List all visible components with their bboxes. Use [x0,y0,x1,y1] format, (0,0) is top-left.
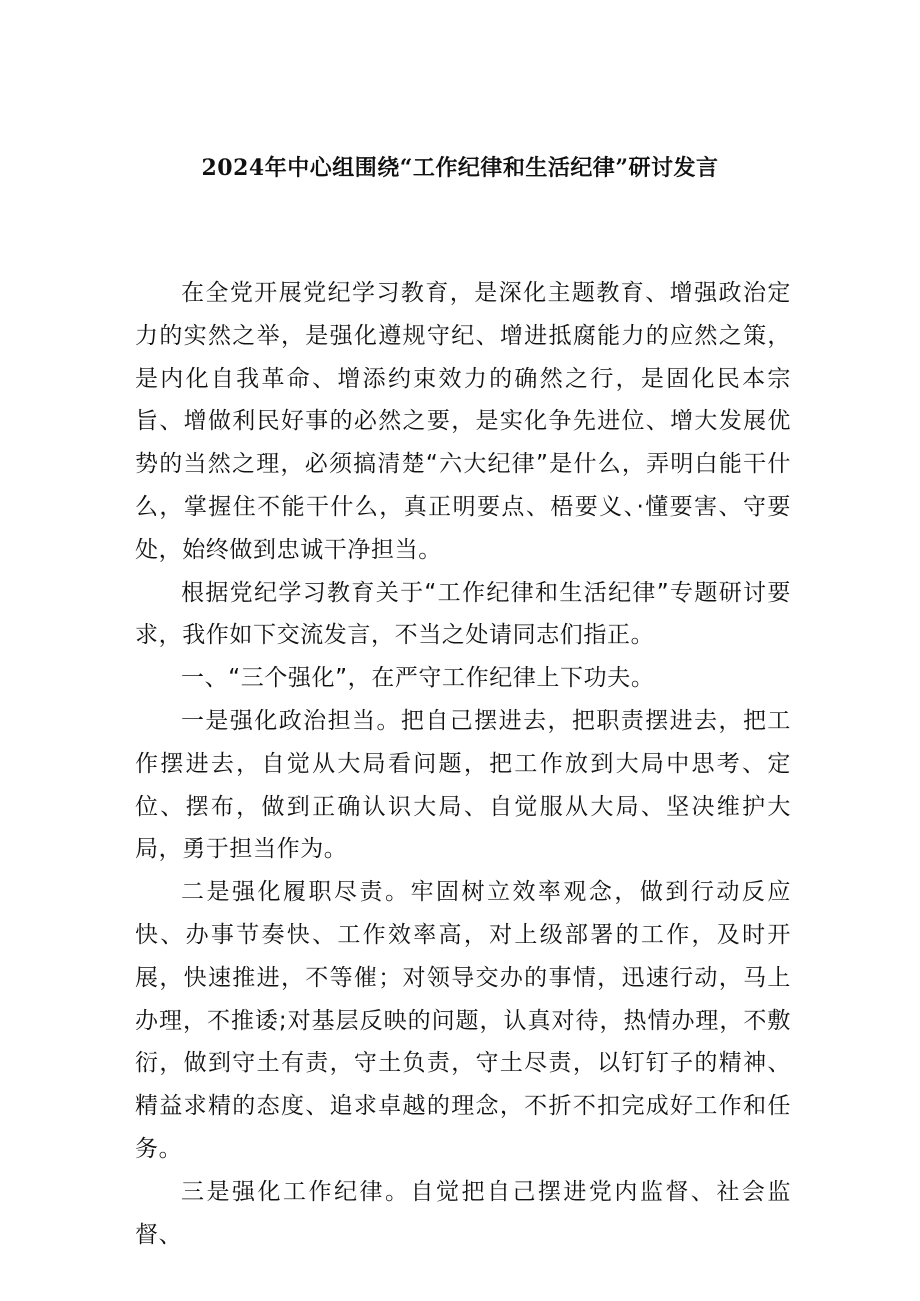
paragraph-point-2: 二是强化履职尽责。牢固树立效率观念，做到行动反应快、办事节奏快、工作效率高，对上级部署的工作，及时开展，快速推进，不等催；对领导交办的事情，迅速行动，马上办理，不推诿;对基层反映的问题，认真对待，热情办理，不敷衍，做到守土有责，守土负责，守土尽责，以钉钉子的精神、精益求精的态度、追求卓越的理念，不折不扣完成好工作和任务。 [135,879,791,1162]
paragraph-intro: 在全党开展党纪学习教育，是深化主题教育、增强政治定力的实然之举，是强化遵规守纪、增进抵腐能力的应然之策，是内化自我革命、增添约束效力的确然之行，是固化民本宗旨、增做利民好事的必然之要，是实化争先进位、增大发展优势的当然之理，必须搞清楚“六大纪律”是什么，弄明白能干什么，掌握住不能干什么，真正明要点、梧要义、·懂要害、守要处，始终做到忠诚干净担当。 [135,280,791,563]
section-heading-1: 一、“三个强化”，在严守工作纪律上下功夫。 [181,665,655,692]
paragraph-point-1: 一是强化政治担当。把自己摆进去，把职责摆进去，把工作摆进去，自觉从大局看问题，把工作放到大局中思考、定位、摆布，做到正确认识大局、自觉服从大局、坚决维护大局，勇于担当作为。 [135,707,791,863]
paragraph-point-3: 三是强化工作纪律。自觉把自己摆进党内监督、社会监督、 [135,1178,791,1248]
document-body [135,272,791,1256]
document-title: 2024年中心组围绕“工作纪律和生活纪律”研讨发言 [201,155,719,181]
paragraph-purpose: 根据党纪学习教育关于“工作纪律和生活纪律”专题研讨要求，我作如下交流发言，不当之处请同志们指正。 [135,579,791,649]
